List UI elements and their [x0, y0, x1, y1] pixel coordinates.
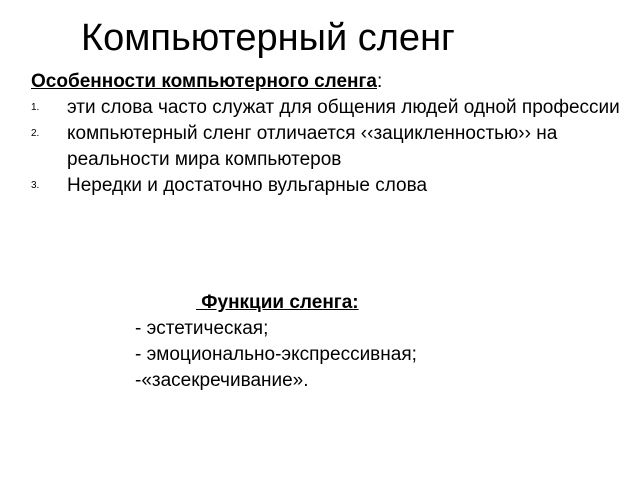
- feature-number: 2.: [31, 128, 40, 139]
- feature-number: 1.: [31, 102, 40, 113]
- function-item-aesthetic: - эстетическая;: [135, 318, 269, 339]
- functions-list: [135, 316, 417, 394]
- feature-item-3: [31, 173, 631, 199]
- features-heading-colon: :: [377, 71, 383, 92]
- feature-number: 3.: [31, 180, 40, 191]
- features-heading-text: Особенности компьютерного сленга: [31, 71, 377, 92]
- feature-item-1: [31, 95, 631, 121]
- function-item-emotional: - эмоционально-экспрессивная;: [135, 344, 417, 365]
- feature-text: Нередки и достаточно вульгарные слова: [67, 175, 428, 196]
- functions-heading: Функции сленга:: [196, 292, 359, 313]
- features-list: [31, 95, 631, 199]
- slide-title: Компьютерный сленг: [81, 17, 455, 59]
- function-item-secrecy: -«засекречивание».: [135, 370, 309, 391]
- feature-text: эти слова часто служат для общения людей одной профессии: [67, 97, 620, 118]
- feature-item-2: [31, 121, 631, 173]
- feature-text: компьютерный сленг отличается ‹‹зацикленностью›› на реальности мира компьютеров: [67, 123, 558, 170]
- features-heading: [31, 69, 382, 95]
